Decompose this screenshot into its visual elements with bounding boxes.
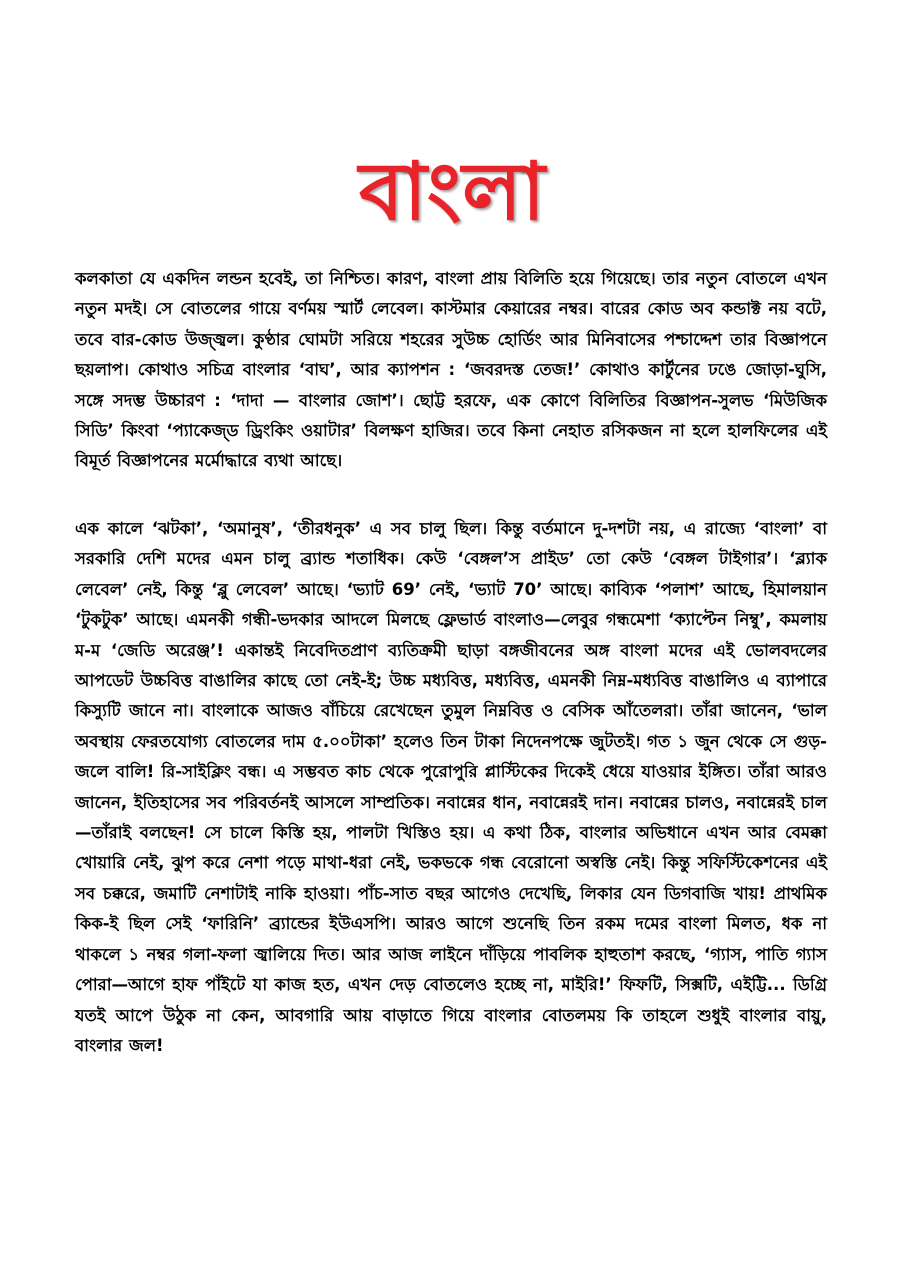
paragraph-1: কলকাতা যে একদিন লন্ডন হবেই, তা নিশ্চিত। কারণ, বাংলা প্রায় বিলিতি হয়ে গিয়েছে। তার নতুন বোতলে এখন নতুন মদই। সে বোতলের গায়ে বর্ণময় স্মার্ট লেবেল। কাস্টমার কেয়ারের নম্বর। বারের কোড অব কন্ডাক্ট নয় বটে, তবে বার-কোড উজ্জ্বল। কুণ্ঠার ঘোমটা সরিয়ে শহরের সুউচ্চ হোর্ডিং আর মিনিবাসের পশ্চাদ্দেশ তার বিজ্ঞাপনে ছয়লাপ। কোথাও সচিত্র বাংলার ‘বাঘ’, আর ক্যাপশন : ‘জবরদস্ত তেজ!’ কোথাও কার্টুনের ঢঙে জোড়া-ঘুসি, সঙ্গে সদম্ভ উচ্চারণ : ‘দাদা — বাংলার জোশ’। ছোট্ট হরফে, এক কোণে বিলিতির বিজ্ঞাপন-সুলভ ‘মিউজিক সিডি’ কিংবা ‘প্যাকেজ্‌ড ড্রিংকিং ওয়াটার’ বিলক্ষণ হাজির। তবে কিনা নেহাত রসিকজন না হলে হালফিলের এই বিমূর্ত বিজ্ঞাপনের মর্মোদ্ধারে ব্যথা আছে। xyxy=(75,269,827,471)
paragraph-2: এক কালে ‘ঝটকা’, ‘অমানুষ’, ‘তীরধনুক’ এ সব চালু ছিল। কিন্তু বর্তমানে দু-দশটা নয়, এ রাজ্যে ‘বাংলা’ বা সরকারি দেশি মদের এমন চালু ব্র্যান্ড শতাধিক। কেউ ‘বেঙ্গল’স প্রাইড’ তো কেউ ‘বেঙ্গল টাইগার’। ‘ব্ল্যাক লেবেল’ নেই, কিন্তু ‘ব্লু লেবেল’ আছে। ‘ভ্যাট 69’ নেই, ‘ভ্যাট 70’ আছে। কাব্যিক ‘পলাশ’ আছে, হিমালয়ান ‘টুকটুক’ আছে। এমনকী গন্ধী-ভদকার আদলে মিলছে ফ্লেভার্ড বাংলাও—লেবুর গন্ধমেশা ‘ক্যাপ্টেন নিম্বু’, কমলায় ম-ম ‘জেডি অরেঞ্জ’! একান্তই নিবেদিতপ্রাণ ব্যতিক্রমী ছাড়া বঙ্গজীবনের অঙ্গ বাংলা মদের এই ভোলবদলের আপডেট উচ্চবিত্ত বাঙালির কাছে তো নেই-ই; উচ্চ মধ্যবিত্ত, মধ্যবিত্ত, এমনকী নিম্ন-মধ্যবিত্ত বাঙালিও এ ব্যাপারে কিস্যুটি জানে না। বাংলাকে আজও বাঁচিয়ে রেখেছেন তুমুল নিম্নবিত্ত ও বেসিক আঁতেলরা। তাঁরা জানেন, ‘ভাল অবস্থায় ফেরতযোগ্য বোতলের দাম ৫.০০টাকা’ হলেও তিন টাকা নিদেনপক্ষে জুটতই। গত ১ জুন থেকে সে গুড়-জলে বালি! রি-সাইক্লিং বন্ধ। এ সম্ভবত কাচ থেকে পুরোপুরি প্লাস্টিকের দিকেই ধেয়ে যাওয়ার ইঙ্গিত। তাঁরা আরও জানেন, ইতিহাসের সব পরিবর্তনই আসলে সাম্প্রতিক। নবান্নের ধান, নবান্নেরই দান। নবান্নের চালও, নবান্নেরই চাল—তাঁরাই বলছেন! সে চালে কিস্তি হয়, পালটা খিস্তিও হয়। এ কথা ঠিক, বাংলার অভিধানে এখন আর বেমক্কা খোয়ারি নেই, ঝুপ করে নেশা পড়ে মাথা-ধরা নেই, ভকভকে গন্ধ বেরোনো অস্বস্তি নেই। কিন্তু সফিস্টিকেশনের এই সব চক্করে, জমাটি নেশাটাই নাকি হাওয়া। পাঁচ-সাত বছর আগেও দেখেছি, লিকার যেন ডিগবাজি খায়! প্রাথমিক কিক-ই ছিল সেই ‘ফারিনি’ ব্র্যান্ডের ইউএসপি। আরও আগে শুনেছি তিন রকম দমের বাংলা মিলত, ধক না থাকলে ১ নম্বর গলা-ফলা জ্বালিয়ে দিত। আর আজ লাইনে দাঁড়িয়ে পাবলিক হাহুতাশ করছে, ‘গ্যাস, পাতি গ্যাস পোরা—আগে হাফ পাঁইটে যা কাজ হত, এখন দেড় বোতলেও হচ্ছে না, মাইরি!’ ফিফটি, সিক্সটি, এইট্টি... ডিগ্রি যতই আপে উঠুক না কেন, আবগারি আয় বাড়াতে গিয়ে বাংলার বোতলময় কি তাহলে শুধুই বাংলার বায়ু, বাংলার জল! xyxy=(75,519,827,1055)
page-title: বাংলা xyxy=(359,143,546,238)
